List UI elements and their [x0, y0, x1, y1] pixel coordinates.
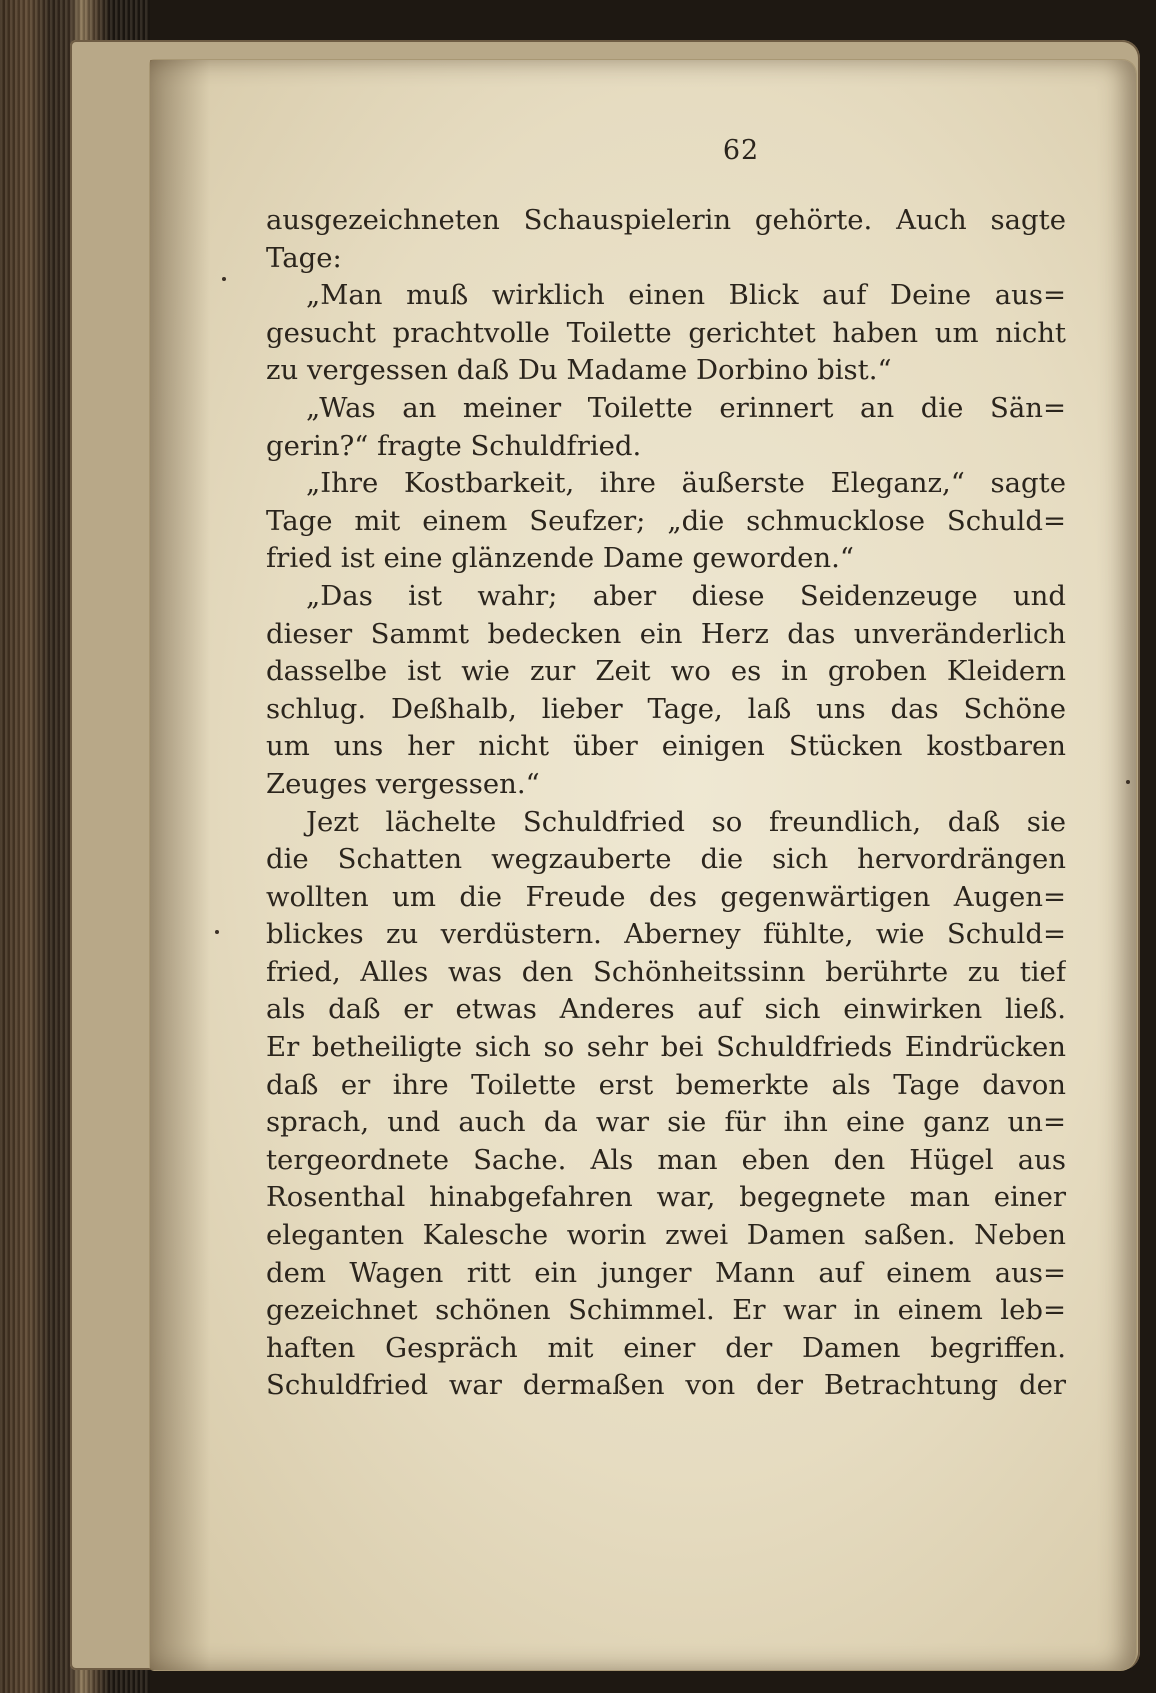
text-line: Tage:	[266, 241, 342, 274]
page-text	[266, 135, 1066, 1405]
ink-speck	[215, 930, 219, 934]
text-line: „Das ist wahr; aber diese Seidenzeuge und	[306, 579, 1066, 612]
text-line: haften Gespräch mit einer der Damen begriffen.	[266, 1331, 1066, 1364]
text-line: fried, Alles was den Schönheitssinn berührte zu tief	[266, 955, 1066, 988]
page-number: 62	[722, 135, 760, 166]
text-line: Schuldfried war dermaßen von der Betrachtung der	[266, 1369, 1066, 1402]
text-line: die Schatten wegzauberte die sich hervordrängen	[266, 843, 1066, 876]
text-line: dasselbe ist wie zur Zeit wo es in groben Kleidern	[266, 655, 1066, 688]
text-line: Rosenthal hinabgefahren war, begegnete man einer	[266, 1181, 1066, 1214]
text-line: zu vergessen daß Du Madame Dorbino bist.“	[266, 354, 892, 387]
text-line: Tage mit einem Seufzer; „die schmucklose Schuld=	[266, 504, 1066, 537]
text-line: daß er ihre Toilette erst bemerkte als Tage davon	[266, 1068, 1066, 1101]
ink-speck	[1126, 780, 1130, 784]
text-line: wollten um die Freude des gegenwärtigen Augen=	[266, 880, 1066, 913]
text-line: Er betheiligte sich so sehr bei Schuldfrieds Eindrücken	[266, 1031, 1066, 1064]
text-line: eleganten Kalesche worin zwei Damen saßen. Neben	[266, 1219, 1066, 1252]
text-line: gezeichnet schönen Schimmel. Er war in einem leb=	[266, 1294, 1066, 1327]
text-line: „Was an meiner Toilette erinnert an die Sän=	[306, 391, 1066, 424]
text-line: um uns her nicht über einigen Stücken kostbaren	[266, 730, 1066, 763]
text-line: als daß er etwas Anderes auf sich einwirken ließ.	[266, 993, 1066, 1026]
text-line: tergeordnete Sache. Als man eben den Hügel aus	[266, 1143, 1066, 1176]
text-line: Zeuges vergessen.“	[266, 767, 540, 800]
text-line: sprach, und auch da war sie für ihn eine ganz un=	[266, 1106, 1066, 1139]
text-line: gesucht prachtvolle Toilette gerichtet haben um nicht	[266, 316, 1066, 349]
text-line: Jezt lächelte Schuldfried so freundlich, daß sie	[306, 805, 1066, 838]
text-line: ausgezeichneten Schauspielerin gehörte. Auch sagte	[266, 204, 1066, 236]
ink-speck	[222, 277, 226, 281]
text-line: schlug. Deßhalb, lieber Tage, laß uns das Schöne	[266, 692, 1066, 725]
text-line: blickes zu verdüstern. Aberney fühlte, wie Schuld=	[266, 918, 1066, 951]
text-line: „Ihre Kostbarkeit, ihre äußerste Eleganz,“ sagte	[306, 467, 1066, 500]
text-line: dem Wagen ritt ein junger Mann auf einem aus=	[266, 1256, 1066, 1289]
text-lines	[266, 202, 1066, 1405]
text-line: gerin?“ fragte Schuldfried.	[266, 429, 642, 462]
text-line: fried ist eine glänzende Dame geworden.“	[266, 542, 854, 575]
text-line: „Man muß wirklich einen Blick auf Deine aus=	[306, 279, 1066, 312]
text-line: dieser Sammt bedecken ein Herz das unveränderlich	[266, 617, 1066, 650]
